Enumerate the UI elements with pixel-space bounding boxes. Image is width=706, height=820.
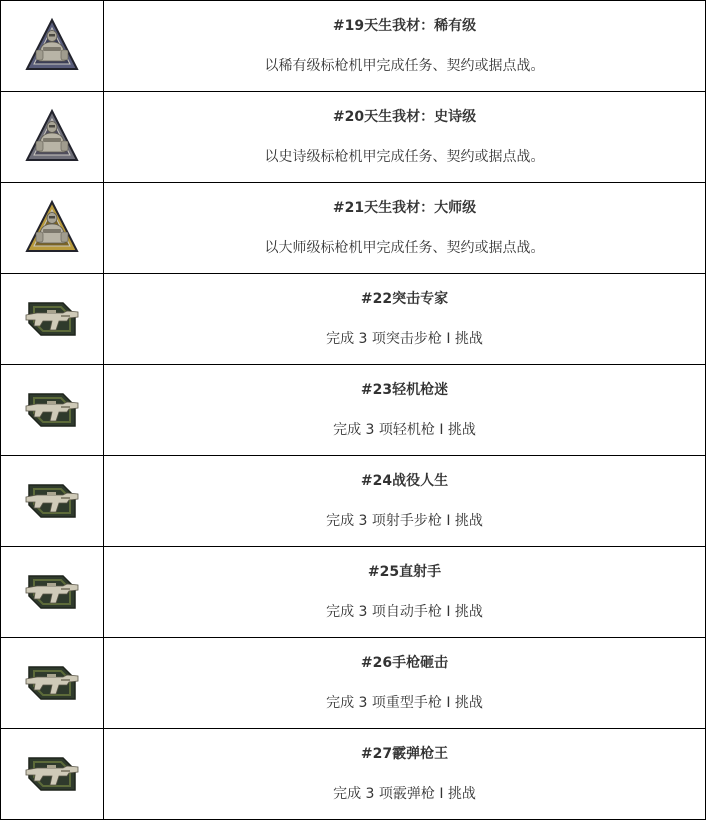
achievement-title: #21天生我材：大师级	[332, 200, 477, 216]
achievement-description: 完成 3 项突击步枪 I 挑战	[326, 331, 483, 347]
light-machine-gun-badge-icon	[1, 388, 103, 432]
icon-cell	[1, 456, 104, 547]
achievement-description: 以史诗级标枪机甲完成任务、契约或据点战。	[264, 149, 545, 165]
icon-cell	[1, 365, 104, 456]
shotgun-badge-icon	[1, 752, 103, 796]
achievement-description: 以大师级标枪机甲完成任务、契约或据点战。	[264, 240, 545, 256]
achievement-row-2	[1, 92, 706, 183]
icon-cell	[1, 638, 104, 729]
auto-pistol-badge-icon	[1, 570, 103, 614]
achievement-row-9	[1, 729, 706, 820]
achievement-title: #22突击专家	[360, 291, 449, 307]
achievement-row-1	[1, 1, 706, 92]
text-cell	[104, 638, 706, 729]
achievement-title: #19天生我材：稀有级	[332, 18, 477, 34]
icon-cell	[1, 729, 104, 820]
marksman-rifle-badge-icon	[1, 479, 103, 523]
text-cell	[104, 183, 706, 274]
text-cell	[104, 92, 706, 183]
achievement-title: #23轻机枪迷	[360, 382, 449, 398]
achievement-description: 完成 3 项自动手枪 I 挑战	[326, 604, 483, 620]
icon-cell	[1, 1, 104, 92]
master-javelin-badge-icon	[1, 199, 103, 257]
achievement-description: 完成 3 项射手步枪 I 挑战	[326, 513, 483, 529]
text-cell	[104, 365, 706, 456]
icon-cell	[1, 547, 104, 638]
achievement-row-6	[1, 456, 706, 547]
achievement-description: 完成 3 项重型手枪 I 挑战	[326, 695, 483, 711]
achievement-row-3	[1, 183, 706, 274]
heavy-pistol-badge-icon	[1, 661, 103, 705]
assault-rifle-badge-icon	[1, 297, 103, 341]
icon-cell	[1, 92, 104, 183]
achievement-description: 完成 3 项霰弹枪 I 挑战	[333, 786, 476, 802]
text-cell	[104, 1, 706, 92]
text-cell	[104, 729, 706, 820]
achievement-row-5	[1, 365, 706, 456]
achievement-description: 以稀有级标枪机甲完成任务、契约或据点战。	[264, 58, 545, 74]
rare-javelin-badge-icon	[1, 17, 103, 75]
achievement-title: #20天生我材：史诗级	[332, 109, 477, 125]
achievement-title: #25直射手	[367, 564, 442, 580]
achievement-title: #24战役人生	[360, 473, 449, 489]
achievement-title: #27霰弹枪王	[360, 746, 449, 762]
achievement-row-7	[1, 547, 706, 638]
achievement-description: 完成 3 项轻机枪 I 挑战	[333, 422, 476, 438]
icon-cell	[1, 183, 104, 274]
achievement-row-8	[1, 638, 706, 729]
epic-javelin-badge-icon	[1, 108, 103, 166]
text-cell	[104, 547, 706, 638]
icon-cell	[1, 274, 104, 365]
text-cell	[104, 274, 706, 365]
text-cell	[104, 456, 706, 547]
achievement-row-4	[1, 274, 706, 365]
achievement-title: #26手枪砸击	[360, 655, 449, 671]
